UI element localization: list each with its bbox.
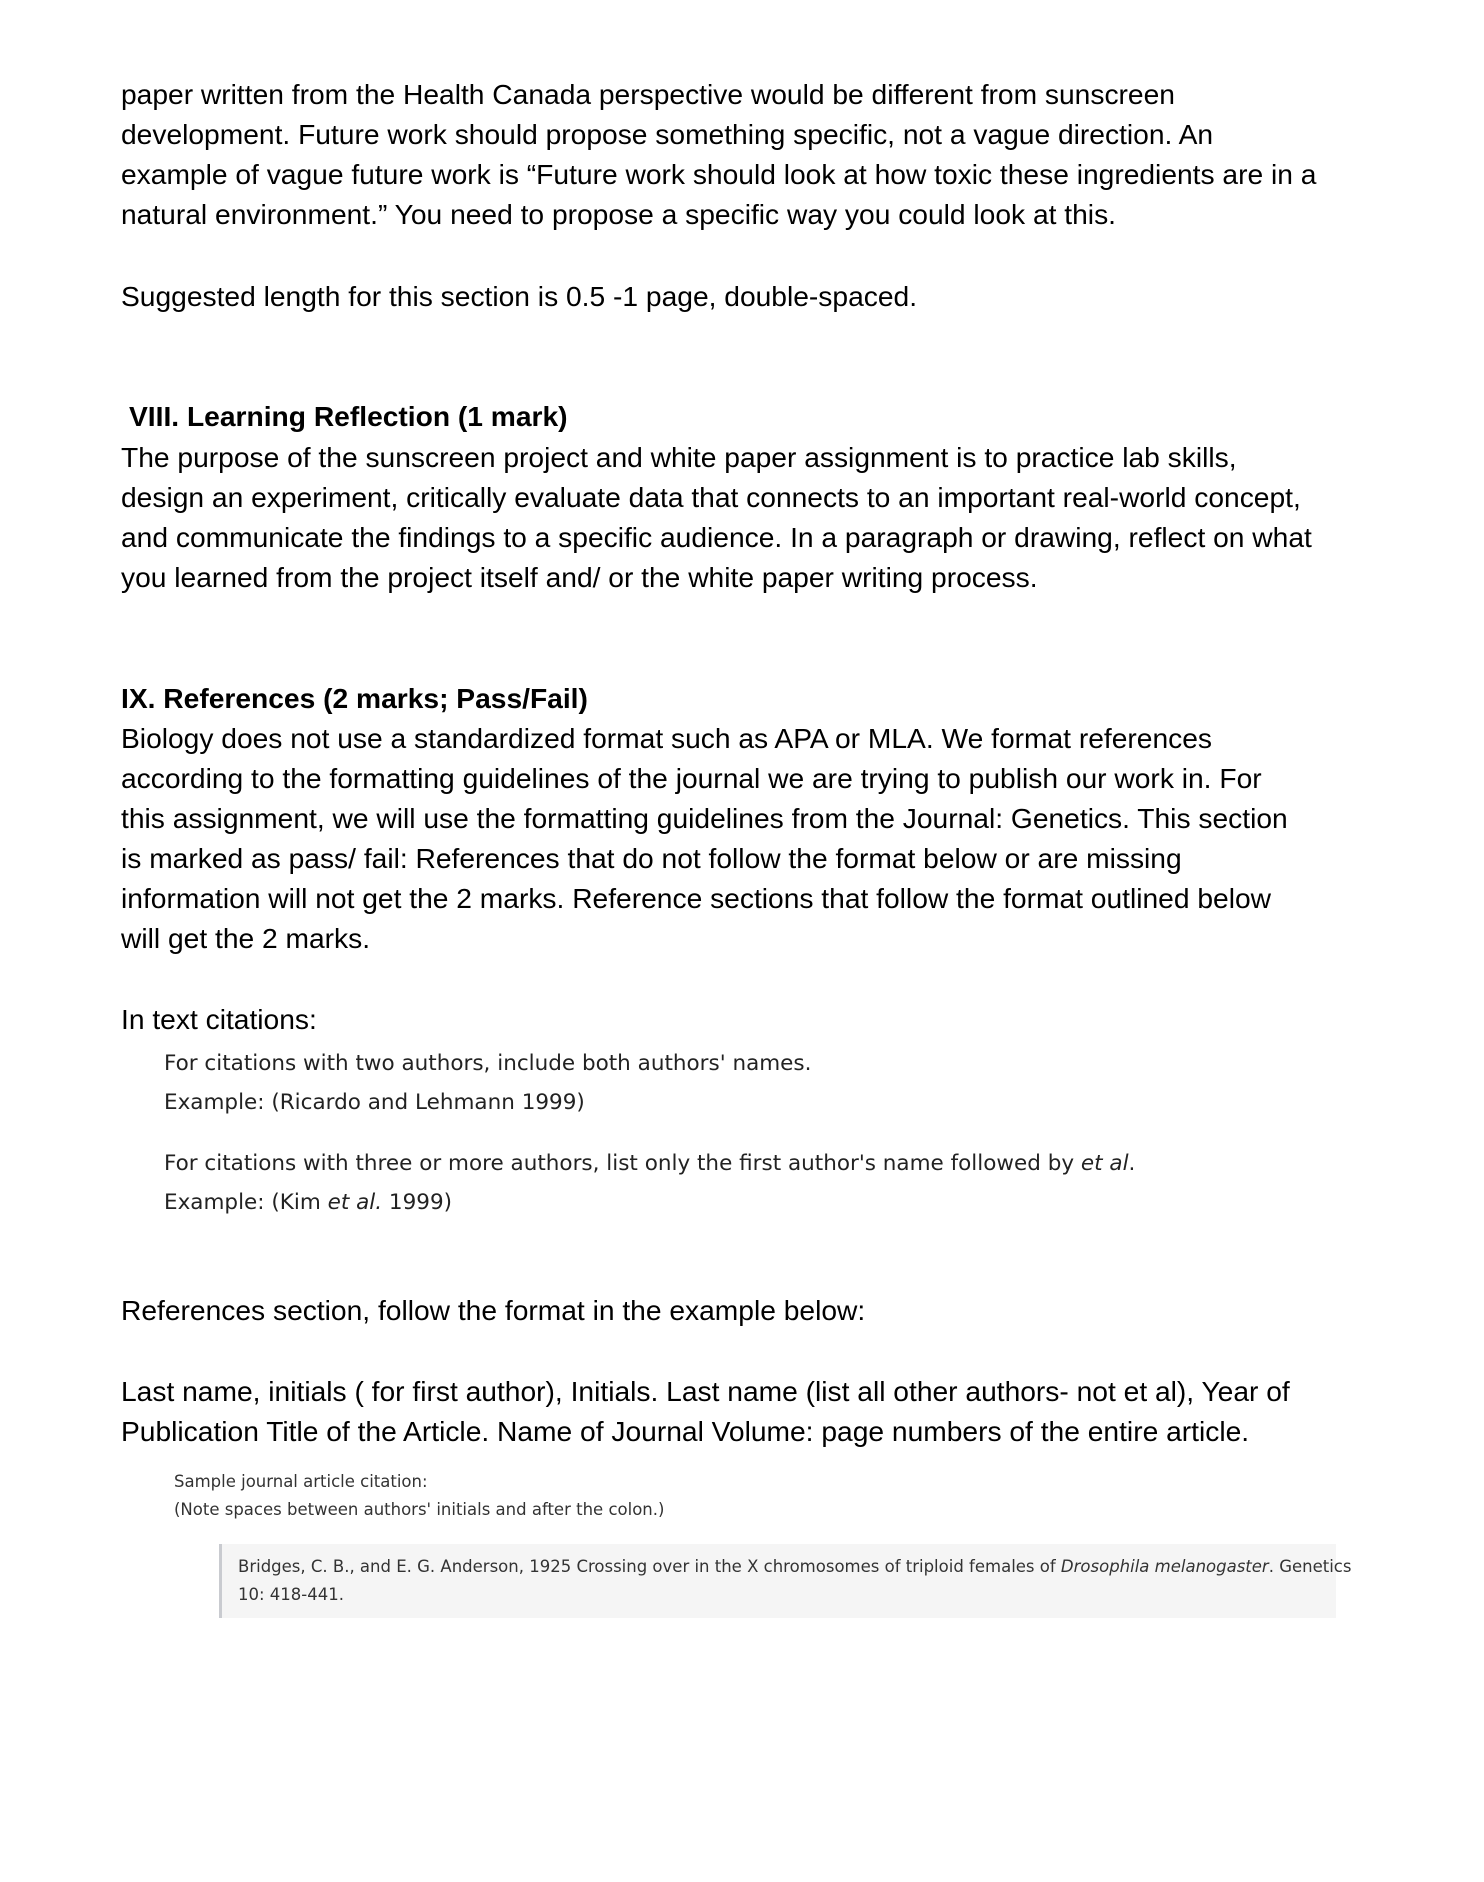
two-authors-rule: For citations with two authors, include both authors' names. [164, 1051, 812, 1076]
section-viii-paragraph [121, 437, 1381, 597]
text-line: and communicate the findings to a specific audience. In a paragraph or drawing, reflect on what [121, 521, 1312, 553]
sample-citation-text: Bridges, C. B., and E. G. Anderson, 1925 Crossing over in the X chromosomes of triploid females of Drosophila melanogaster. Genetics 10: 418-441. [238, 1557, 1352, 1604]
in-text-citations-label: In text citations: [121, 1003, 317, 1035]
text-line: will get the 2 marks. [121, 922, 371, 954]
suggested-length-text: Suggested length for this section is 0.5 -1 page, double-spaced. [121, 280, 918, 312]
section-ix-heading: IX. References (2 marks; Pass/Fail) [121, 682, 588, 714]
intro-paragraph [121, 74, 1381, 234]
text-line: Biology does not use a standardized format such as APA or MLA. We format references [121, 722, 1212, 754]
text-line: design an experiment, critically evaluate data that connects to an important real-world concept, [121, 481, 1301, 513]
text-line: is marked as pass/ fail: References that do not follow the format below or are missing [121, 842, 1182, 874]
sample-citation-blockquote [219, 1544, 1352, 1618]
text-line: this assignment, we will use the formatting guidelines from the Journal: Genetics. This section [121, 802, 1288, 834]
reference-format-description [121, 1371, 1381, 1451]
text-line: natural environment.” You need to propose a specific way you could look at this. [121, 198, 1116, 230]
text-line: development. Future work should propose something specific, not a vague direction. An [121, 118, 1214, 150]
text-line: Publication Title of the Article. Name of Journal Volume: page numbers of the entire article. [121, 1415, 1250, 1447]
sample-citation-caption [174, 1468, 664, 1524]
two-authors-example: Example: (Ricardo and Lehmann 1999) [164, 1090, 585, 1115]
three-authors-block [164, 1144, 1135, 1222]
section-ix-paragraph [121, 718, 1381, 958]
three-authors-rule: For citations with three or more authors, list only the first author's name followed by et al. [164, 1151, 1136, 1176]
sample-note: (Note spaces between authors' initials and after the colon.) [174, 1500, 665, 1519]
text-line: information will not get the 2 marks. Reference sections that follow the format outlined below [121, 882, 1272, 914]
two-authors-block [164, 1044, 811, 1122]
text-line: according to the formatting guidelines of the journal we are trying to publish our work in. For [121, 762, 1262, 794]
section-viii-heading: VIII. Learning Reflection (1 mark) [129, 400, 568, 432]
references-section-label: References section, follow the format in the example below: [121, 1294, 866, 1326]
text-line: The purpose of the sunscreen project and white paper assignment is to practice lab skills, [121, 441, 1237, 473]
text-line: paper written from the Health Canada perspective would be different from sunscreen [121, 78, 1175, 110]
text-line: you learned from the project itself and/ or the white paper writing process. [121, 561, 1038, 593]
sample-label: Sample journal article citation: [174, 1472, 428, 1491]
text-line: Last name, initials ( for first author), Initials. Last name (list all other authors- not et al), Year of [121, 1375, 1290, 1407]
three-authors-example: Example: (Kim et al. 1999) [164, 1190, 453, 1215]
text-line: example of vague future work is “Future work should look at how toxic these ingredients are in a [121, 158, 1317, 190]
